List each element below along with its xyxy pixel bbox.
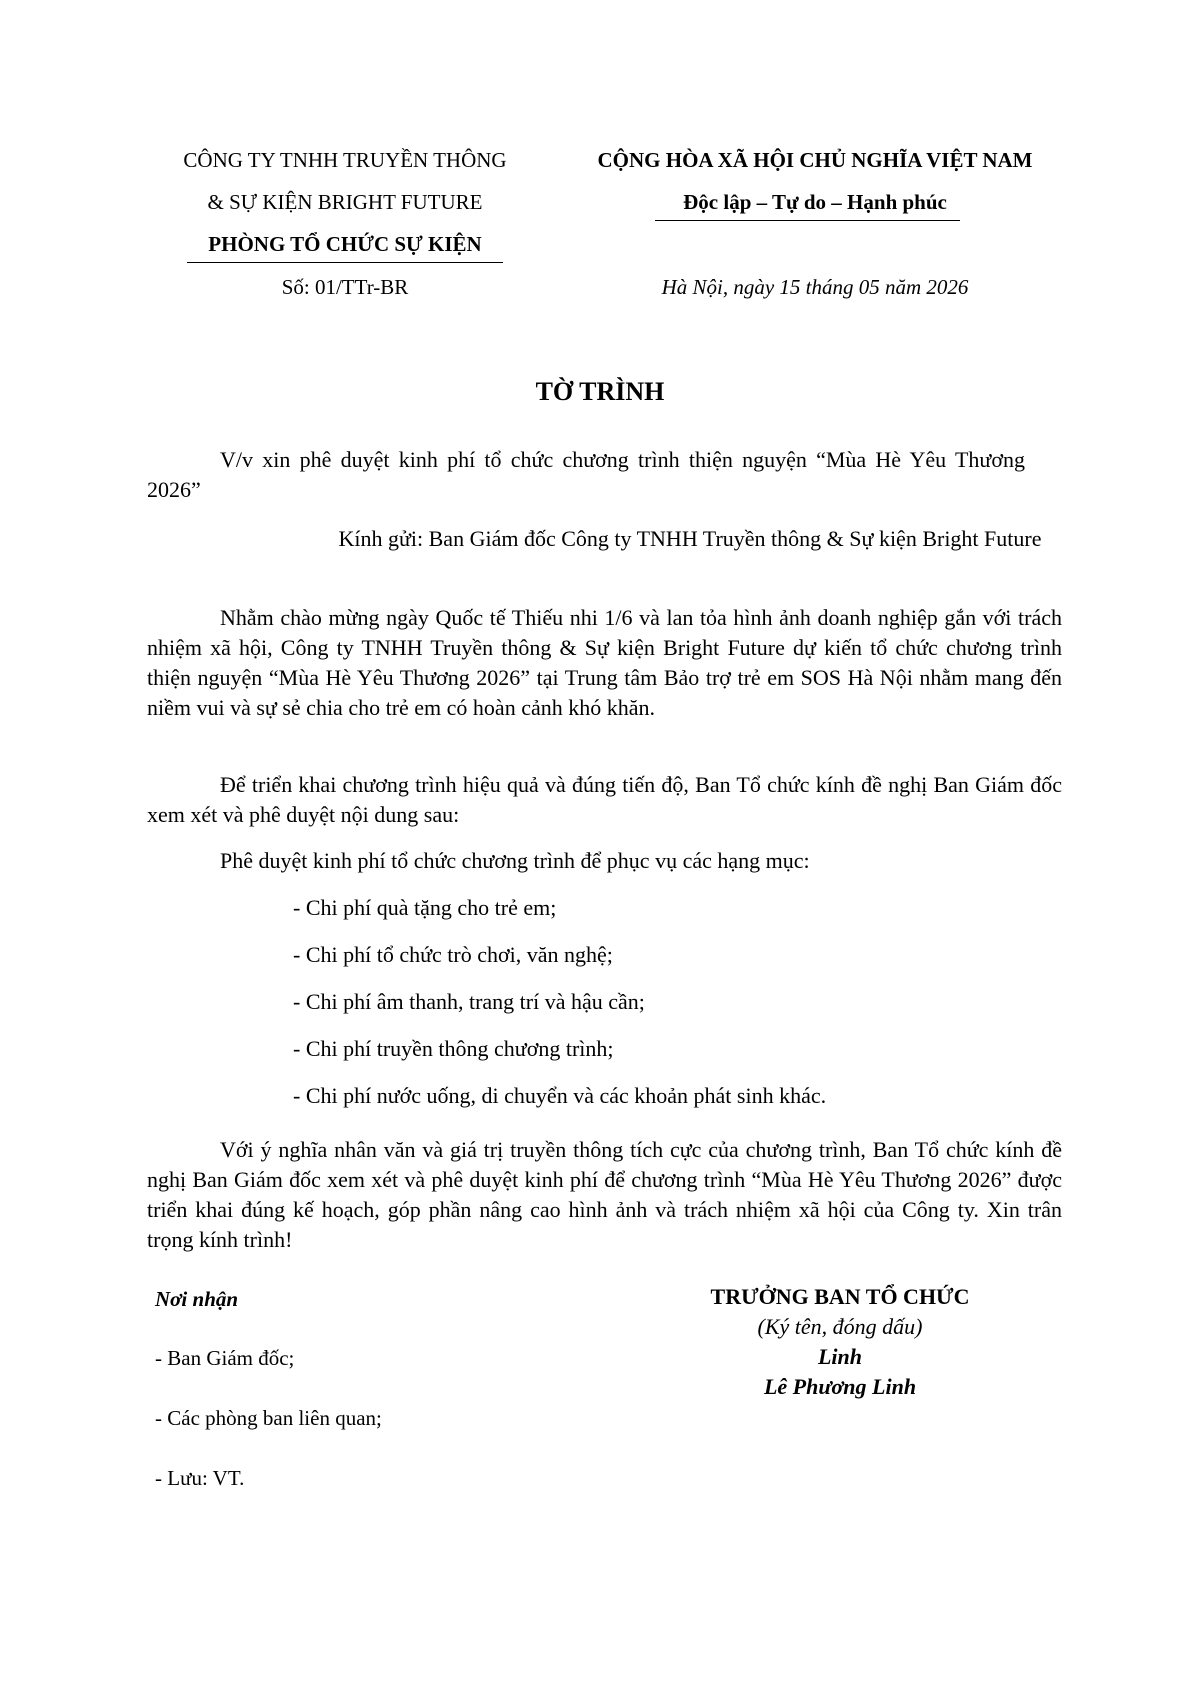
company-name-line1: CÔNG TY TNHH TRUYỀN THÔNG — [183, 148, 507, 172]
signature-mark: Linh — [817, 1344, 863, 1369]
budget-item: - Chi phí âm thanh, trang trí và hậu cần; — [293, 989, 645, 1014]
company-name-line2: & SỰ KIỆN BRIGHT FUTURE — [207, 190, 483, 214]
receiver-item: - Ban Giám đốc; — [155, 1346, 295, 1370]
budget-item: - Chi phí nước uống, di chuyển và các khoản phát sinh khác. — [293, 1083, 827, 1108]
department-name: PHÒNG TỔ CHỨC SỰ KIỆN — [208, 232, 482, 256]
body-paragraph-2: Để triển khai chương trình hiệu quả và đúng tiến độ, Ban Tổ chức kính đề nghị Ban Giám đốc xem xét và phê duyệt nội dung sau: — [147, 772, 1062, 827]
motto-underline — [655, 220, 960, 221]
signer-name: Lê Phương Linh — [763, 1374, 917, 1399]
body-paragraph-4: Với ý nghĩa nhân văn và giá trị truyền thông tích cực của chương trình, Ban Tổ chức kính đề nghị Ban Giám đốc xem xét và phê duyệt kinh phí để chương trình “Mùa Hè Yêu Thương 2026” được triển khai đúng kế hoạch, góp phần nâng cao hình ảnh và trách nhiệm xã hội của Công ty. Xin trân trọng kính trình! — [147, 1137, 1062, 1252]
budget-item: - Chi phí quà tặng cho trẻ em; — [293, 895, 557, 920]
signature-note: (Ký tên, đóng dấu) — [757, 1314, 923, 1339]
document-recipient: Kính gửi: Ban Giám đốc Công ty TNHH Truyền thông & Sự kiện Bright Future — [338, 526, 1042, 551]
body-paragraph-3: Phê duyệt kinh phí tổ chức chương trình để phục vụ các hạng mục: — [220, 848, 810, 873]
receivers-heading: Nơi nhận — [155, 1287, 239, 1311]
national-motto: Độc lập – Tự do – Hạnh phúc — [683, 190, 947, 214]
document-subject: V/v xin phê duyệt kinh phí tổ chức chương trình thiện nguyện “Mùa Hè Yêu Thương 2026” — [147, 447, 1025, 502]
place-and-date: Hà Nội, ngày 15 tháng 05 năm 2026 — [661, 275, 969, 299]
receiver-item: - Các phòng ban liên quan; — [155, 1406, 382, 1430]
document-number: Số: 01/TTr-BR — [281, 275, 409, 299]
nation-name: CỘNG HÒA XÃ HỘI CHỦ NGHĨA VIỆT NAM — [597, 148, 1033, 172]
document-title: TỜ TRÌNH — [535, 377, 665, 406]
signer-position: TRƯỞNG BAN TỔ CHỨC — [710, 1284, 970, 1309]
department-underline — [187, 262, 503, 263]
receiver-item: - Lưu: VT. — [155, 1466, 245, 1490]
budget-item: - Chi phí tổ chức trò chơi, văn nghệ; — [293, 942, 613, 967]
body-paragraph-1: Nhằm chào mừng ngày Quốc tế Thiếu nhi 1/6 và lan tỏa hình ảnh doanh nghiệp gắn với trách nhiệm xã hội, Công ty TNHH Truyền thông & Sự kiện Bright Future dự kiến tổ chức chương trình thiện nguyện “Mùa Hè Yêu Thương 2026” tại Trung tâm Bảo trợ trẻ em SOS Hà Nội nhằm mang đến niềm vui và sự sẻ chia cho trẻ em có hoàn cảnh khó khăn. — [147, 605, 1062, 720]
budget-item: - Chi phí truyền thông chương trình; — [293, 1036, 614, 1061]
